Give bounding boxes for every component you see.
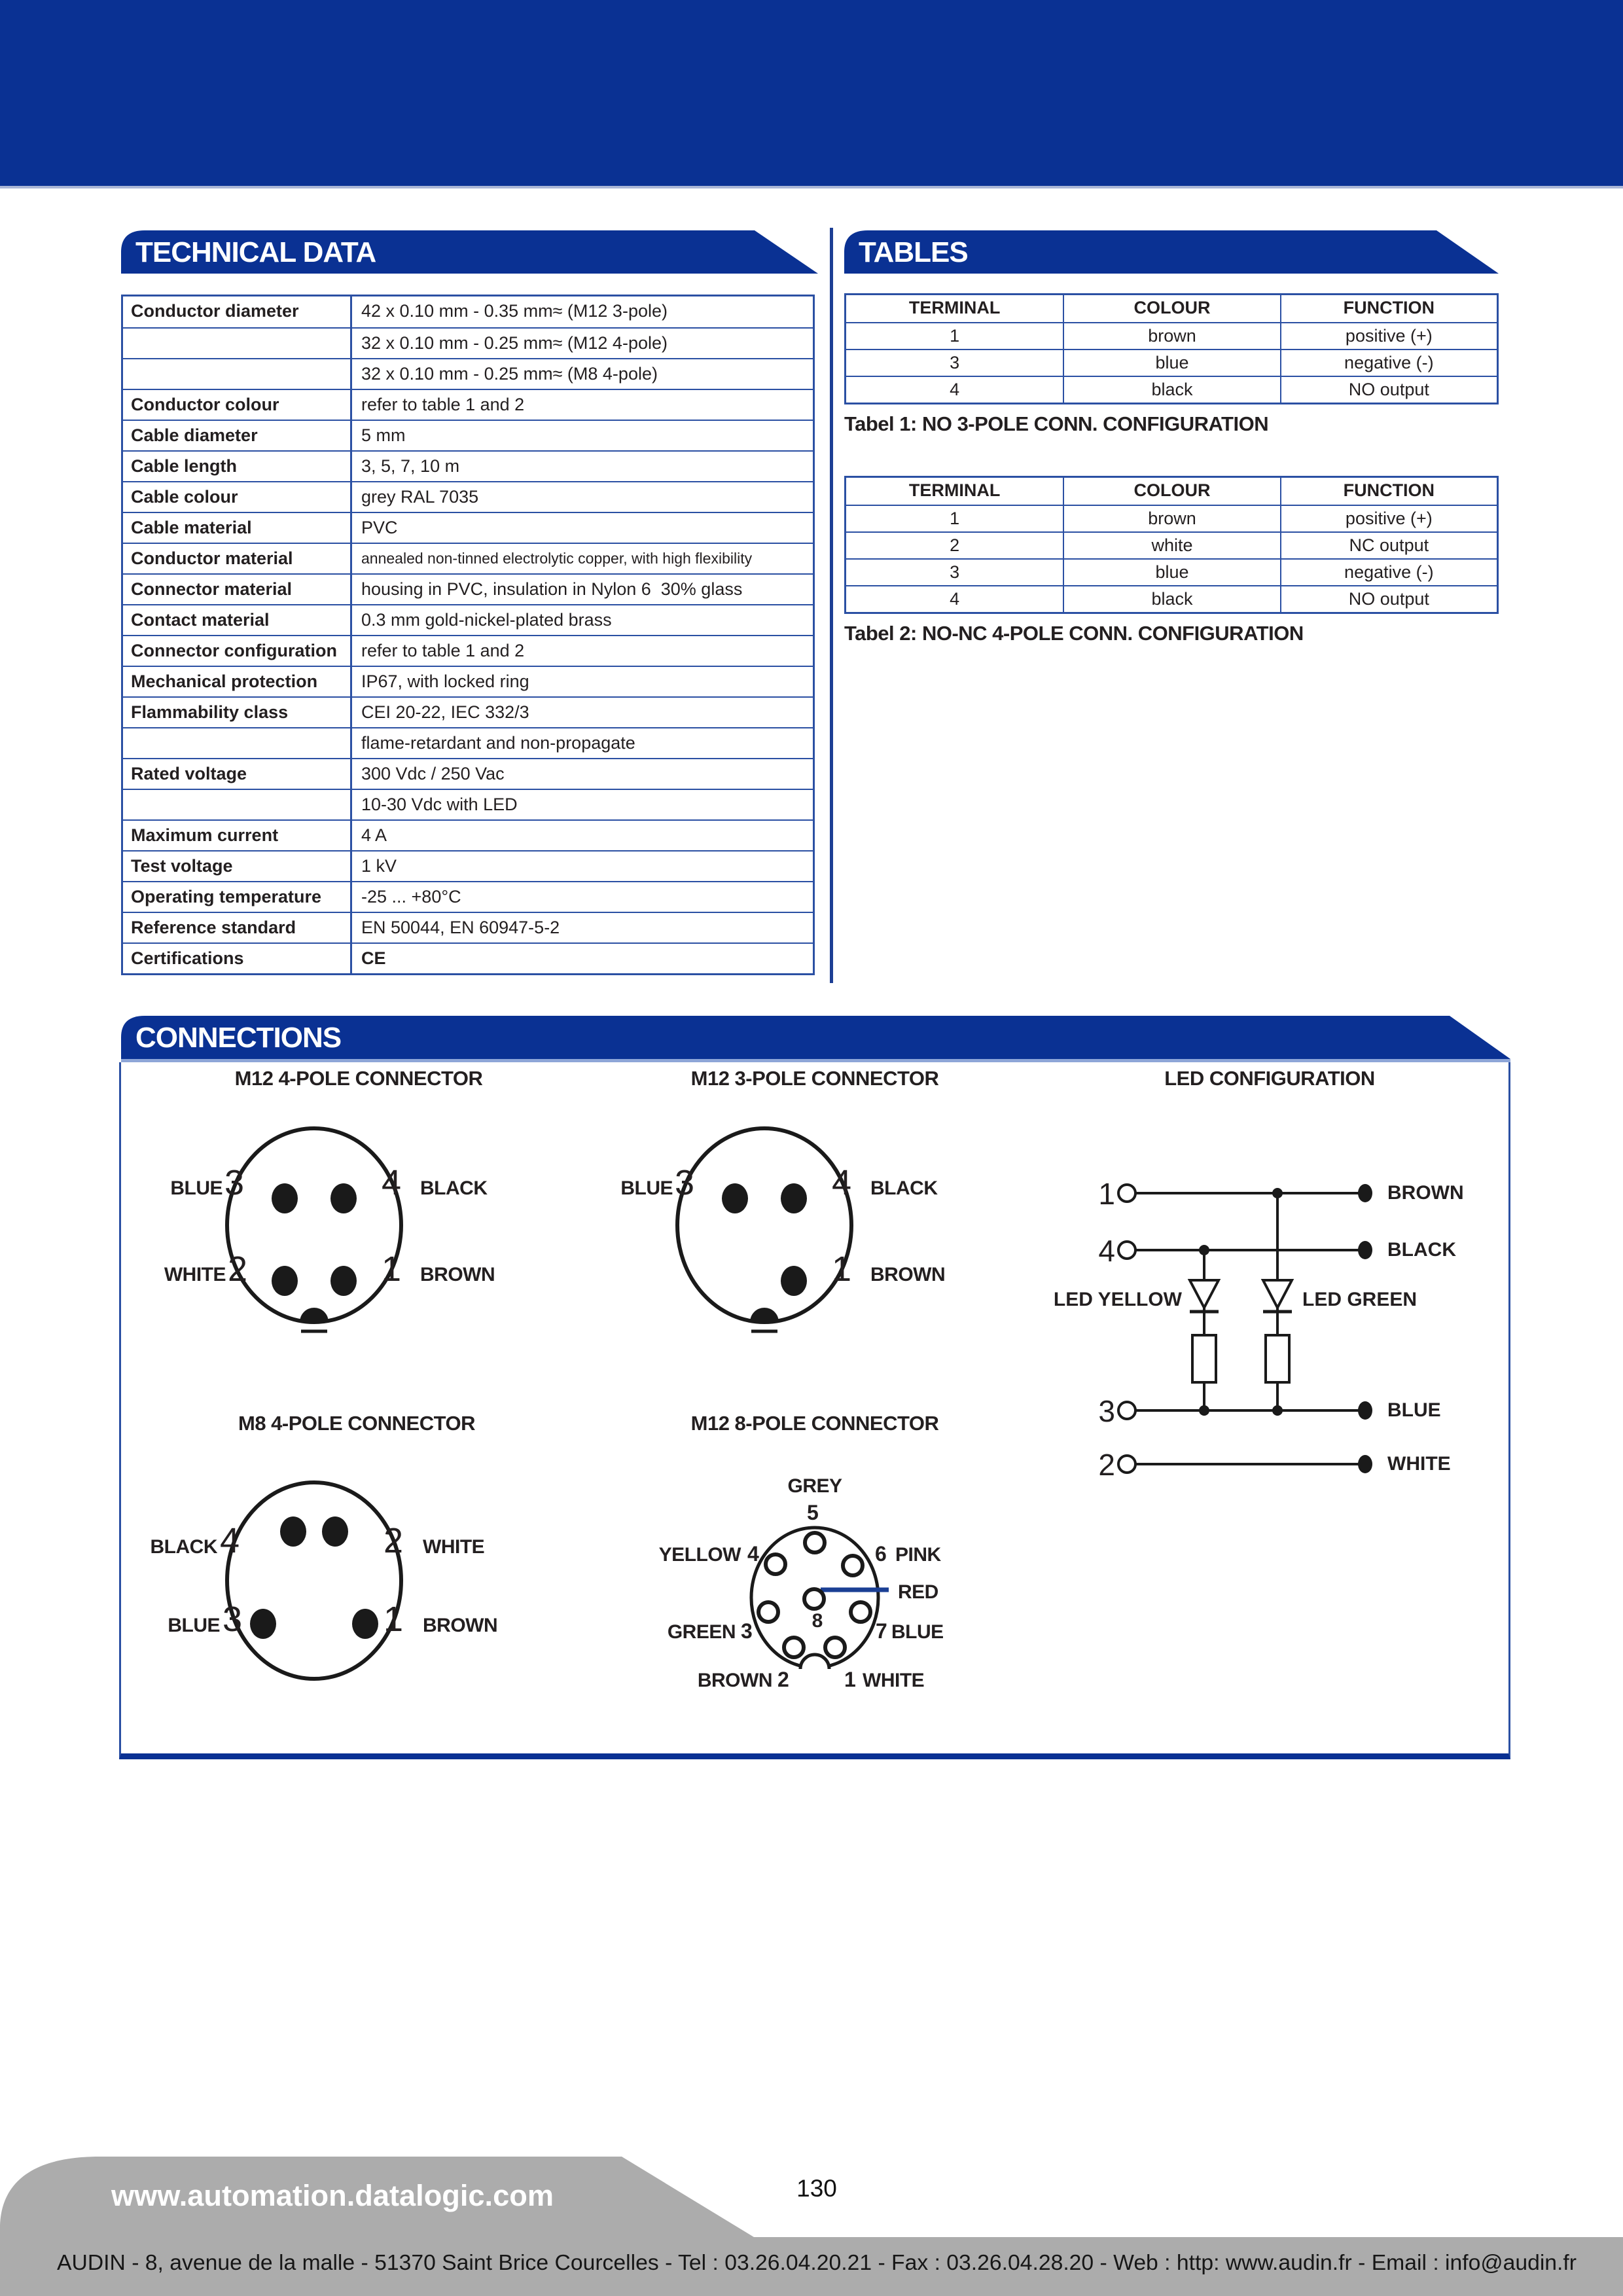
junction-dot	[1272, 1405, 1283, 1416]
hole-8-center	[804, 1589, 824, 1609]
terminal-table-cell: negative (-)	[1280, 558, 1497, 585]
terminal-table-cell: negative (-)	[1280, 349, 1497, 376]
m8-pin4-num: 4	[220, 1521, 240, 1560]
m8-pin2-color: WHITE	[423, 1536, 485, 1558]
terminal-table-cell: black	[1063, 585, 1279, 612]
spec-row-label: Cable length	[123, 450, 352, 481]
connections-title: CONNECTIONS	[135, 1022, 342, 1054]
terminal-table-cell: NO output	[1280, 376, 1497, 403]
m12-4pole-pin3-num: 3	[224, 1163, 245, 1202]
pin-dot-4	[280, 1516, 306, 1547]
tables-banner	[844, 230, 1499, 274]
m12-8pole-num-3: 3	[741, 1619, 753, 1643]
wire-end-brown	[1358, 1184, 1372, 1202]
pin-dot-2	[322, 1516, 348, 1547]
terminal-table-cell: NC output	[1280, 531, 1497, 558]
m12-8pole-blue-label: BLUE	[891, 1621, 944, 1643]
m12-8pole-brown-label: BROWN	[697, 1670, 772, 1691]
m8-pin2-num: 2	[383, 1521, 404, 1560]
spec-row-label: Test voltage	[123, 850, 352, 881]
spec-row-value: housing in PVC, insulation in Nylon 6 30% glass	[352, 573, 813, 604]
m12-4pole-pin1-color: BROWN	[420, 1264, 495, 1285]
m8-pin4-color: BLACK	[150, 1536, 217, 1558]
spec-row-value: 0.3 mm gold-nickel-plated brass	[352, 604, 813, 635]
spec-row-value: PVC	[352, 512, 813, 543]
junction-dot	[1272, 1188, 1283, 1198]
terminal-table-cell: brown	[1063, 505, 1279, 531]
terminal-table-cell: NO output	[1280, 585, 1497, 612]
spec-row-value: 42 x 0.10 mm - 0.35 mm≈ (M12 3-pole)	[361, 301, 668, 321]
spec-row-label: Conductor material	[123, 543, 352, 573]
spec-row-value: 5 mm	[352, 420, 813, 450]
tables-title: TABLES	[859, 236, 968, 268]
keying-notch	[300, 1308, 329, 1322]
terminal-table-header: TERMINAL	[908, 480, 1001, 500]
terminal-table-header: TERMINAL	[908, 298, 1001, 317]
m12-3pole-pin4-num: 4	[832, 1163, 852, 1202]
m12-8pole-pink-label: PINK	[895, 1544, 941, 1566]
m12-4pole-pin1-num: 1	[382, 1249, 402, 1289]
led-wire-black: BLACK	[1387, 1239, 1456, 1261]
spec-row-value: -25 ... +80°C	[352, 881, 813, 912]
led-wire-blue: BLUE	[1387, 1399, 1441, 1421]
spec-row-label: Mechanical protection	[123, 666, 352, 696]
led-terminal-4: 4	[1098, 1234, 1115, 1268]
hole-5	[805, 1533, 825, 1552]
m12-3pole-pin1-num: 1	[832, 1249, 852, 1289]
pin-dot-3	[272, 1183, 298, 1213]
spec-row-label: Cable diameter	[123, 420, 352, 450]
m12-8pole-red-label: RED	[898, 1581, 938, 1603]
m12-8pole-yellow-label: YELLOW	[658, 1544, 741, 1566]
hole-3	[758, 1602, 778, 1622]
spec-row-label: Operating temperature	[123, 881, 352, 912]
m12-4pole-pin4-color: BLACK	[420, 1177, 488, 1199]
m12-4pole-pin2-num: 2	[228, 1249, 248, 1289]
led-yellow-diode	[1190, 1280, 1219, 1308]
pin-dot-1	[330, 1266, 357, 1296]
footer-url: www.automation.datalogic.com	[110, 2179, 554, 2212]
pin-dot-1	[352, 1609, 378, 1639]
footer-address: AUDIN - 8, avenue de la malle - 51370 Saint Brice Courcelles - Tel : 03.26.04.20.21 - Fax : 03.26.04.28.20 - Web : http: www.audin.fr - Email : info@audin.fr	[57, 2250, 1577, 2274]
spec-row-value: EN 50044, EN 60947-5-2	[352, 912, 813, 942]
table1-caption: Tabel 1: NO 3-POLE CONN. CONFIGURATION	[844, 412, 1269, 435]
spec-row-value: annealed non-tinned electrolytic copper, with high flexibility	[352, 543, 813, 573]
junction-dot	[1199, 1405, 1209, 1416]
spec-row-label	[123, 358, 352, 389]
m12-8pole-title: M12 8-POLE CONNECTOR	[690, 1412, 939, 1435]
top-header-band	[0, 0, 1623, 188]
spec-row-value: CE	[352, 942, 813, 973]
terminal-table-cell: 4	[846, 585, 1063, 612]
spec-row-value: 32 x 0.10 mm - 0.25 mm≈ (M12 4-pole)	[352, 327, 813, 358]
m12-3pole-pin1-color: BROWN	[870, 1264, 946, 1285]
spec-row-label: Cable material	[123, 512, 352, 543]
terminal-table-cell: blue	[1063, 349, 1279, 376]
m12-3pole-pin4-color: BLACK	[870, 1177, 938, 1199]
spec-row-value: grey RAL 7035	[352, 481, 813, 512]
spec-row-label: Rated voltage	[123, 758, 352, 789]
technical-data-banner	[121, 230, 818, 274]
table2-caption: Tabel 2: NO-NC 4-POLE CONN. CONFIGURATION	[844, 622, 1304, 645]
terminal-table-cell: white	[1063, 531, 1279, 558]
led-configuration-title: LED CONFIGURATION	[1164, 1067, 1375, 1090]
footer-page-number: 130	[796, 2175, 837, 2202]
led-green-diode	[1263, 1280, 1292, 1308]
led-terminal-1: 1	[1098, 1177, 1115, 1211]
spec-row-label: Reference standard	[123, 912, 352, 942]
column-divider-rule	[830, 228, 833, 983]
terminal-2-circle	[1118, 1456, 1135, 1473]
terminal-table-cell: positive (+)	[1280, 505, 1497, 531]
m12-4pole-pin3-color: BLUE	[170, 1177, 223, 1199]
terminal-table-header: COLOUR	[1063, 295, 1279, 322]
spec-row-label: Maximum current	[123, 819, 352, 850]
terminal-table-cell: 3	[846, 349, 1063, 376]
terminal-table-cell: 2	[846, 531, 1063, 558]
m12-8pole-num-7: 7	[876, 1619, 887, 1643]
spec-row-label	[123, 789, 352, 819]
hole-2	[784, 1638, 804, 1657]
m12-8pole-num-1: 1	[844, 1668, 856, 1691]
connector-diagrams-art	[119, 1062, 1510, 1759]
m12-3pole-connector-drawing	[677, 1128, 851, 1331]
junction-dot	[1199, 1245, 1209, 1255]
m12-8pole-num-8: 8	[812, 1610, 823, 1632]
spec-row-label: Contact material	[123, 604, 352, 635]
pin-dot-4	[330, 1183, 357, 1213]
m8-4pole-title: M8 4-POLE CONNECTOR	[238, 1412, 475, 1435]
spec-row-value: refer to table 1 and 2	[352, 635, 813, 666]
m12-8pole-grey-label: GREY	[787, 1475, 842, 1497]
pin-dot-2	[272, 1266, 298, 1296]
resistor-left	[1192, 1335, 1216, 1382]
m12-8pole-num-5: 5	[807, 1501, 819, 1524]
spec-row-label: Certifications	[123, 942, 352, 973]
terminal-table-cell: positive (+)	[1280, 322, 1497, 349]
spec-row-label: Flammability class	[123, 696, 352, 727]
spec-row-value: 4 A	[352, 819, 813, 850]
spec-row-value: flame-retardant and non-propagate	[352, 727, 813, 758]
hole-4	[766, 1554, 785, 1574]
table2-nonc-4pole	[844, 476, 1499, 614]
pin-dot-3	[250, 1609, 276, 1639]
led-configuration-circuit	[1118, 1184, 1372, 1473]
led-green-label: LED GREEN	[1302, 1289, 1418, 1310]
led-terminal-2: 2	[1098, 1448, 1115, 1482]
m12-4pole-connector-drawing	[227, 1128, 401, 1331]
spec-row-label: Conductor diameter	[123, 296, 352, 327]
terminal-1-circle	[1118, 1185, 1135, 1202]
terminal-table-header: FUNCTION	[1280, 478, 1497, 505]
technical-data-table	[121, 295, 815, 975]
m12-3pole-title: M12 3-POLE CONNECTOR	[690, 1067, 939, 1090]
hole-7	[851, 1602, 870, 1622]
terminal-table-cell: 4	[846, 376, 1063, 403]
terminal-table-cell: 1	[846, 505, 1063, 531]
terminal-table-cell: 3	[846, 558, 1063, 585]
hole-6	[843, 1556, 863, 1575]
terminal-4-circle	[1118, 1242, 1135, 1259]
spec-row-value: 3, 5, 7, 10 m	[352, 450, 813, 481]
footer	[0, 2153, 1623, 2296]
connections-banner	[121, 1016, 1510, 1059]
spec-row-label: Conductor colour	[123, 389, 352, 420]
m12-3pole-pin3-color: BLUE	[620, 1177, 673, 1199]
terminal-table-cell: brown	[1063, 322, 1279, 349]
hole-1	[825, 1638, 845, 1657]
terminal-table-header: FUNCTION	[1280, 295, 1497, 322]
spec-row-value: 10-30 Vdc with LED	[352, 789, 813, 819]
terminal-table-header: COLOUR	[1063, 478, 1279, 505]
m8-pin1-color: BROWN	[423, 1615, 498, 1636]
wire-end-white	[1358, 1455, 1372, 1473]
spec-row-value: CEI 20-22, IEC 332/3	[352, 696, 813, 727]
led-wire-white: WHITE	[1387, 1453, 1451, 1475]
spec-row-value: 32 x 0.10 mm - 0.25 mm≈ (M8 4-pole)	[352, 358, 813, 389]
terminal-table-cell: 1	[846, 322, 1063, 349]
m12-8pole-connector-drawing	[751, 1528, 889, 1685]
m12-8pole-num-2: 2	[777, 1668, 789, 1691]
m8-pin1-num: 1	[383, 1600, 404, 1639]
pin-dot-1	[781, 1266, 807, 1296]
spec-row-label: Connector configuration	[123, 635, 352, 666]
m12-4pole-pin2-color: WHITE	[164, 1264, 226, 1285]
spec-row-value: 1 kV	[352, 850, 813, 881]
table1-no-3pole	[844, 293, 1499, 404]
spec-row-label	[123, 327, 352, 358]
m12-8pole-num-4: 4	[747, 1542, 759, 1566]
m8-pin3-num: 3	[223, 1600, 243, 1639]
wire-end-black	[1358, 1241, 1372, 1259]
led-yellow-label: LED YELLOW	[1053, 1289, 1182, 1310]
m12-8pole-white-label: WHITE	[863, 1670, 925, 1691]
terminal-3-circle	[1118, 1402, 1135, 1419]
m12-4pole-title: M12 4-POLE CONNECTOR	[234, 1067, 483, 1090]
terminal-table-cell: black	[1063, 376, 1279, 403]
led-terminal-3: 3	[1098, 1394, 1115, 1428]
spec-row-label	[123, 727, 352, 758]
m12-8pole-green-label: GREEN	[667, 1621, 736, 1643]
m12-3pole-pin3-num: 3	[675, 1163, 695, 1202]
spec-row-label: Connector material	[123, 573, 352, 604]
spec-row-value: refer to table 1 and 2	[352, 389, 813, 420]
m12-4pole-pin4-num: 4	[382, 1163, 402, 1202]
pin-dot-4	[781, 1183, 807, 1213]
m8-4pole-connector-drawing	[227, 1482, 401, 1679]
wire-end-blue	[1358, 1401, 1372, 1420]
resistor-right	[1266, 1335, 1289, 1382]
spec-row-value: 300 Vdc / 250 Vac	[352, 758, 813, 789]
technical-data-title: TECHNICAL DATA	[135, 236, 376, 268]
spec-row-label: Cable colour	[123, 481, 352, 512]
pin-dot-3	[722, 1183, 748, 1213]
led-wire-brown: BROWN	[1387, 1182, 1464, 1204]
spec-row-value: IP67, with locked ring	[352, 666, 813, 696]
m8-pin3-color: BLUE	[168, 1615, 220, 1636]
m12-8pole-num-6: 6	[875, 1542, 887, 1566]
keying-notch	[750, 1308, 779, 1322]
terminal-table-cell: blue	[1063, 558, 1279, 585]
